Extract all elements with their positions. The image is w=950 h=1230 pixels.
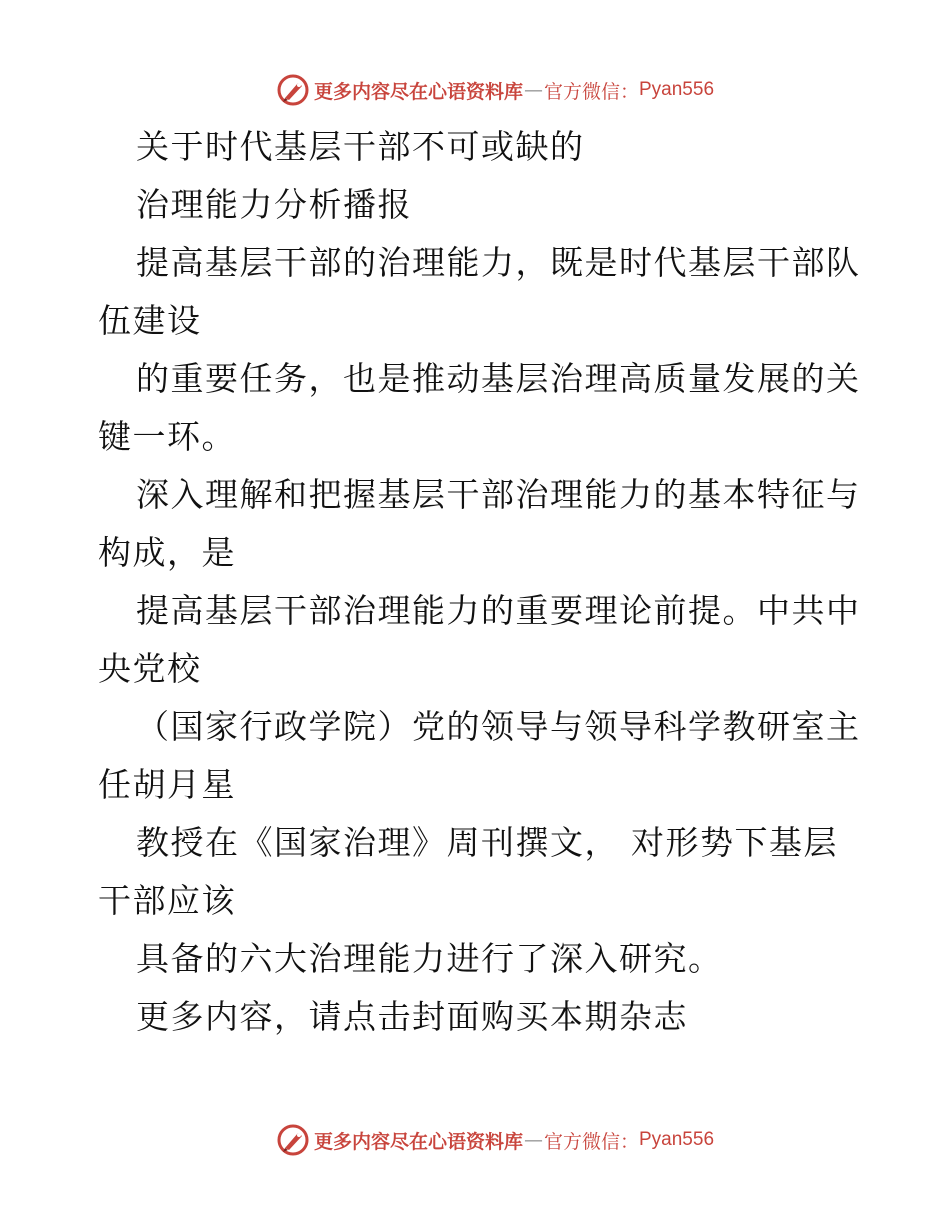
- text-line: 键一环。: [98, 417, 236, 456]
- text-line: 构成，是: [98, 533, 236, 572]
- header-brand-text: 更多内容尽在心语资料库: [313, 80, 523, 103]
- text-line: 深入理解和把握基层干部治理能力的基本特征与: [136, 475, 861, 514]
- text-line: 关于时代基层干部不可或缺的: [136, 127, 585, 166]
- header-watermark: [276, 73, 714, 107]
- text-line: 教授在《国家治理》周刊撰文， 对形势下基层: [136, 823, 838, 862]
- footer-brand-text: 更多内容尽在心语资料库: [313, 1130, 523, 1153]
- text-line: 治理能力分析播报: [136, 185, 412, 224]
- pen-logo-icon: [276, 1123, 310, 1157]
- header-separator: —: [523, 79, 543, 101]
- header-contact-label: 官方微信：: [543, 80, 639, 103]
- text-line: 伍建设: [98, 301, 202, 340]
- text-line: 具备的六大治理能力进行了深入研究。: [136, 939, 723, 978]
- text-line: 提高基层干部的治理能力，既是时代基层干部队: [136, 243, 861, 282]
- header-contact-id: Pyan556: [639, 79, 715, 100]
- text-line: 央党校: [98, 649, 202, 688]
- footer-watermark: [276, 1123, 714, 1157]
- text-line: 干部应该: [98, 881, 236, 920]
- footer-separator: —: [523, 1129, 543, 1151]
- text-line: 任胡月星: [98, 765, 236, 804]
- footer-contact-id: Pyan556: [639, 1129, 715, 1150]
- footer-banner: [0, 1120, 950, 1160]
- pen-logo-icon: [276, 73, 310, 107]
- text-line: （国家行政学院）党的领导与领导科学教研室主: [136, 707, 861, 746]
- header-banner: [0, 70, 950, 110]
- text-line: 更多内容，请点击封面购买本期杂志: [136, 997, 688, 1036]
- document-body: [98, 118, 861, 1046]
- text-line: 的重要任务，也是推动基层治理高质量发展的关: [136, 359, 861, 398]
- footer-contact-label: 官方微信：: [543, 1130, 639, 1153]
- text-line: 提高基层干部治理能力的重要理论前提。中共中: [136, 591, 861, 630]
